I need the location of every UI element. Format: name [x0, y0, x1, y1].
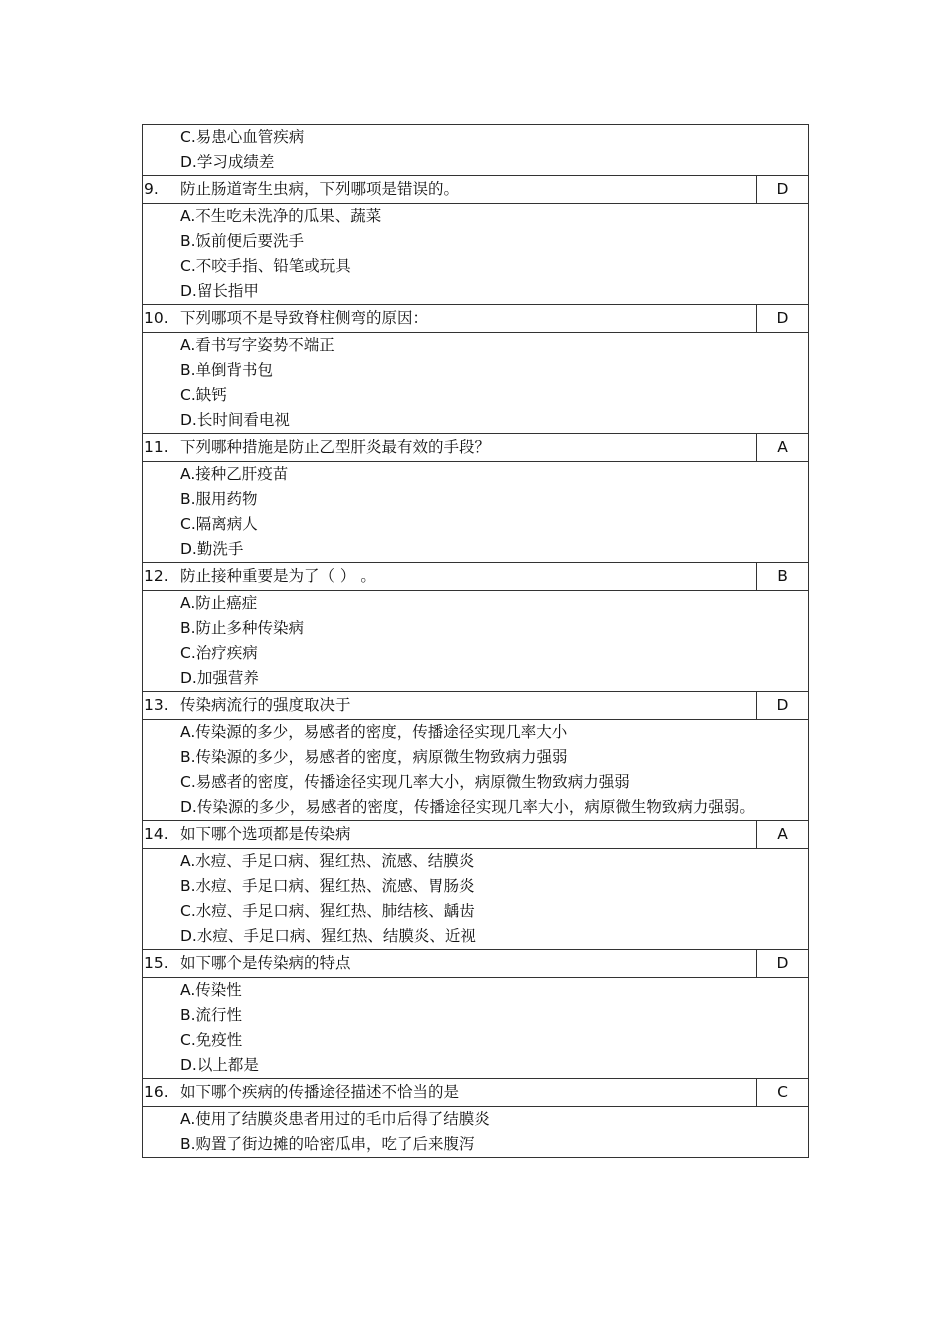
option-b: B.流行性: [180, 1006, 243, 1024]
options-row: [143, 204, 809, 305]
answer-cell: A: [757, 434, 809, 462]
question-number: 16.: [144, 1083, 169, 1101]
question-text: 如下哪个疾病的传播途径描述不恰当的是: [180, 1083, 460, 1101]
option-a: A.传染性: [180, 981, 242, 999]
question-text: 如下哪个是传染病的特点: [180, 954, 351, 972]
option-c: C.易感者的密度，传播途径实现几率大小，病原微生物致病力强弱: [180, 773, 630, 791]
question-row: [143, 950, 809, 978]
question-text: 防止肠道寄生虫病，下列哪项是错误的。: [180, 180, 460, 198]
question-number: 14.: [144, 825, 169, 843]
options-row: [143, 849, 809, 950]
options-cell: [143, 125, 809, 176]
option-b: B.防止多种传染病: [180, 619, 305, 637]
options-row: [143, 591, 809, 692]
option-a: A.不生吃未洗净的瓜果、蔬菜: [180, 207, 382, 225]
option-c: C.隔离病人: [180, 515, 258, 533]
option-c: C.不咬手指、铅笔或玩具: [180, 257, 351, 275]
options-row: [143, 1107, 809, 1158]
options-cell: [143, 978, 809, 1079]
answer-cell: D: [757, 692, 809, 720]
options-cell: [143, 333, 809, 434]
options-row: [143, 720, 809, 821]
option-b: B.传染源的多少，易感者的密度，病原微生物致病力强弱: [180, 748, 568, 766]
option-b: B.购置了街边摊的哈密瓜串，吃了后来腹泻: [180, 1135, 475, 1153]
option-c: C.易患心血管疾病: [180, 128, 305, 146]
question-row: [143, 563, 809, 591]
option-a: A.防止癌症: [180, 594, 258, 612]
option-c: C.缺钙: [180, 386, 227, 404]
option-b: B.水痘、手足口病、猩红热、流感、胃肠炎: [180, 877, 475, 895]
question-text: 下列哪种措施是防止乙型肝炎最有效的手段？: [180, 438, 491, 456]
question-cell: [143, 1079, 757, 1107]
option-d: D.勤洗手: [180, 540, 244, 558]
question-row: [143, 434, 809, 462]
question-number: 12.: [144, 567, 169, 585]
option-d: D.学习成绩差: [180, 153, 275, 171]
answer-cell: D: [757, 305, 809, 333]
option-b: B.单倒背书包: [180, 361, 274, 379]
options-row: [143, 333, 809, 434]
answer-cell: D: [757, 950, 809, 978]
question-cell: [143, 563, 757, 591]
option-b: B.饭前便后要洗手: [180, 232, 305, 250]
option-c: C.免疫性: [180, 1031, 243, 1049]
question-cell: [143, 950, 757, 978]
answer-cell: C: [757, 1079, 809, 1107]
question-number: 10.: [144, 309, 169, 327]
option-d: D.水痘、手足口病、猩红热、结膜炎、近视: [180, 927, 476, 945]
question-number: 11.: [144, 438, 169, 456]
options-cell: [143, 849, 809, 950]
question-row: [143, 1079, 809, 1107]
question-text: 传染病流行的强度取决于: [180, 696, 351, 714]
question-text: 如下哪个选项都是传染病: [180, 825, 351, 843]
options-cell: [143, 720, 809, 821]
question-cell: [143, 176, 757, 204]
options-row: [143, 462, 809, 563]
question-text: 防止接种重要是为了（ ） 。: [180, 567, 376, 585]
option-a: A.传染源的多少，易感者的密度，传播途径实现几率大小: [180, 723, 568, 741]
option-c: C.水痘、手足口病、猩红热、肺结核、龋齿: [180, 902, 475, 920]
question-number: 15.: [144, 954, 169, 972]
question-row: [143, 176, 809, 204]
option-d: D.加强营养: [180, 669, 259, 687]
question-row: [143, 305, 809, 333]
quiz-table: [142, 124, 809, 1158]
option-a: A.使用了结膜炎患者用过的毛巾后得了结膜炎: [180, 1110, 490, 1128]
question-cell: [143, 305, 757, 333]
option-c: C.治疗疾病: [180, 644, 258, 662]
option-b: B.服用药物: [180, 490, 258, 508]
quiz-body: [143, 125, 809, 1158]
option-d: D.留长指甲: [180, 282, 259, 300]
options-cell: [143, 462, 809, 563]
option-d: D.传染源的多少，易感者的密度，传播途径实现几率大小，病原微生物致病力强弱。: [180, 798, 755, 816]
option-d: D.长时间看电视: [180, 411, 290, 429]
option-a: A.接种乙肝疫苗: [180, 465, 289, 483]
options-cell: [143, 1107, 809, 1158]
answer-cell: A: [757, 821, 809, 849]
option-a: A.看书写字姿势不端正: [180, 336, 335, 354]
question-number: 9.: [144, 180, 159, 198]
options-cell: [143, 591, 809, 692]
question-cell: [143, 434, 757, 462]
question-row: [143, 692, 809, 720]
question-text: 下列哪项不是导致脊柱侧弯的原因：: [180, 309, 429, 327]
answer-cell: B: [757, 563, 809, 591]
answer-cell: D: [757, 176, 809, 204]
continuation-options-row: [143, 125, 809, 176]
question-cell: [143, 821, 757, 849]
option-a: A.水痘、手足口病、猩红热、流感、结膜炎: [180, 852, 475, 870]
options-row: [143, 978, 809, 1079]
question-row: [143, 821, 809, 849]
question-cell: [143, 692, 757, 720]
options-cell: [143, 204, 809, 305]
question-number: 13.: [144, 696, 169, 714]
option-d: D.以上都是: [180, 1056, 259, 1074]
